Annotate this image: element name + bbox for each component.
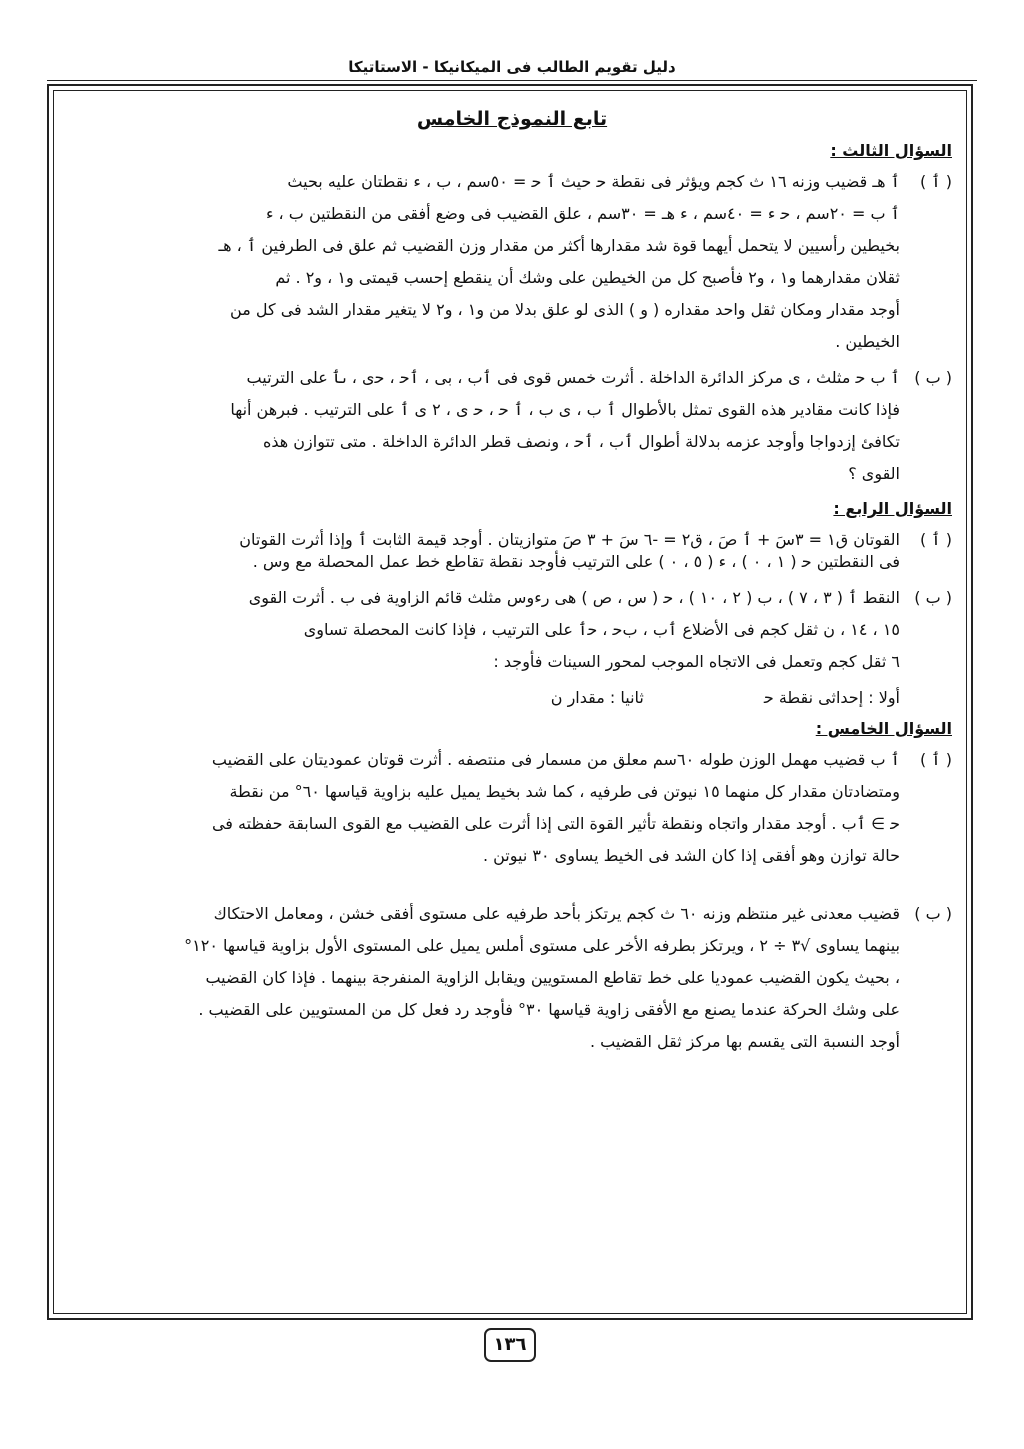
q4-part-a	[72, 524, 952, 578]
q5-a-line: ﺣ ∋ ٲب . أوجد مقدار واتجاه ونقطة تأثير القوة التى إذا أثرت على القضيب مع القوى السابقة حفظته فى	[211, 814, 900, 833]
q5-b-line: على وشك الحركة عندما يصنع مع الأفقى زاوية قياسها ٣٠° فأوجد رد فعل كل من المستويين على القضيب .	[198, 1000, 900, 1019]
q3-part-a	[72, 166, 952, 358]
q3-a-text	[72, 166, 900, 358]
q4-b-line: ١٥ ، ١٤ ، ن ثقل كجم فى الأضلاع ٲب ، بﺣ ، ﺣٲ على الترتيب ، فإذا كانت المحصلة تساوى	[303, 620, 900, 639]
q3-a-line: بخيطين رأسيين لا يتحمل أيهما قوة شد مقدارها أكثر من مقدار وزن القضيب ثم علق فى الطرفين ٲ ، هـ	[218, 236, 900, 255]
page-title: تابع النموذج الخامس	[416, 108, 608, 130]
q4-b-label: ( ب )	[914, 588, 952, 607]
q3-a-line: ٲ ب = ٢٠سم ، ﺣ ء = ٤٠سم ، ء هـ = ٣٠سم ، علق القضيب فى وضع أفقى من النقطتين ب ، ء	[265, 204, 900, 223]
q5-part-a	[72, 744, 952, 872]
q4-b-text	[72, 582, 900, 678]
spacer	[72, 876, 952, 898]
q3-b-text	[72, 362, 900, 490]
q3-a-line: أوجد مقدار ومكان ثقل واحد مقداره ( و ) الذى لو علق بدلا من و١ ، و٢ لا يتغير مقدار الشد فى كل من	[230, 300, 900, 319]
q3-b-line: تكافئ إزدواجا وأوجد عزمه بدلالة أطوال ٲب ، ٲﺣ ، ونصف قطر الدائرة الداخلة . متى تتوازن هذه	[262, 432, 900, 451]
header-rule	[47, 80, 977, 81]
q5-b-line: قضيب معدنى غير منتظم وزنه ٦٠ ث كجم يرتكز بأحد طرفيه على مستوى أفقى خشن ، ومعامل الاحتكاك	[213, 904, 900, 923]
q4-b-line: ٦ ثقل كجم وتعمل فى الاتجاه الموجب لمحور السينات فأوجد :	[493, 652, 900, 671]
q3-a-line: الخيطين .	[835, 332, 900, 351]
q5-b-text	[72, 898, 900, 1058]
q5-a-line: حالة توازن وهو أفقى إذا كان الشد فى الخيط يساوى ٣٠ نيوتن .	[482, 846, 900, 865]
q3-b-label: ( ب )	[914, 368, 952, 387]
q4-a-line: فى النقطتين ﺣ ( ١ ، ٠ ) ، ء ( ٥ ، ٠ ) على الترتيب فأوجد نقطة تقاطع خط عمل المحصلة مع وس .	[252, 552, 900, 571]
q3-a-line: ثقلان مقدارهما و١ ، و٢ فأصبح كل من الخيطين على وشك أن ينقطع إحسب قيمتى و١ ، و٢ . ثم	[275, 268, 900, 287]
q5-b-label: ( ب )	[914, 904, 952, 923]
q4-heading: السؤال الرابع :	[833, 499, 952, 518]
q4-answer-1: أولا : إحداثى نقطة ﺣ	[763, 688, 900, 707]
page-content	[72, 100, 952, 1310]
q4-a-line: القوتان ق١ = ٣سَ + ٲ صَ ، ق٢ = -٦ سَ + ٣ صَ متوازيتان . أوجد قيمة الثابت ٲ وإذا أثرت القوتان	[239, 530, 900, 549]
q3-b-line: ٲ ب ﺣ مثلث ، ى مركز الدائرة الداخلة . أثرت خمس قوى فى ٲب ، بى ، ٲﺣ ، ﺣى ، ىٲ على الترتيب	[246, 368, 900, 387]
q5-a-line: ٲ ب قضيب مهمل الوزن طوله ٦٠سم معلق من مسمار فى منتصفه . أثرت قوتان عموديتان على القضيب	[211, 750, 900, 769]
q5-heading: السؤال الخامس :	[815, 719, 952, 738]
q5-a-label: ( ٲ )	[919, 750, 952, 769]
q5-part-b	[72, 898, 952, 1058]
q4-part-b	[72, 582, 952, 678]
q5-b-line: بينهما يساوى √٣ ÷ ٢ ، ويرتكز بطرفه الأخر على مستوى أملس يميل على المستوى الأول بزاوية قياسها ١٢٠°	[184, 936, 900, 955]
q4-answer-items	[72, 682, 952, 714]
q4-a-label: ( ٲ )	[919, 530, 952, 549]
q3-part-b	[72, 362, 952, 490]
q3-b-line: فإذا كانت مقادير هذه القوى تمثل بالأطوال ٲ ب ، ى ب ، ٲ ﺣ ، ﺣ ى ، ٢ ى ٲ على الترتيب . فبرهن أنها	[230, 400, 900, 419]
q5-a-text	[72, 744, 900, 872]
q4-answer-2: ثانيا : مقدار ن	[550, 688, 644, 707]
q5-b-line: ، بحيث يكون القضيب عموديا على خط تقاطع المستويين ويقابل الزاوية المنفرجة بينهما . فإذا كان القضيب	[205, 968, 900, 987]
page-number: ١٣٦	[484, 1328, 536, 1362]
q3-a-line: ٲ هـ قضيب وزنه ١٦ ث كجم ويؤثر فى نقطة ﺣ حيث ٲ ﺣ = ٥٠سم ، ب ، ء نقطتان عليه بحيث	[287, 172, 900, 191]
q3-heading: السؤال الثالث :	[830, 141, 952, 160]
q5-a-line: ومتضادتان مقدار كل منهما ١٥ نيوتن فى طرفيه ، كما شد بخيط يميل عليه بزاوية قياسها ٦٠° من نقطة	[229, 782, 900, 801]
q4-b-line: النقط ٲ ( ٣ ، ٧ ) ، ب ( ٢ ، ١٠ ) ، ﺣ ( س ، ص ) هى رءوس مثلث قائم الزاوية فى ب . أثرت القوى	[248, 588, 900, 607]
q4-a-text	[72, 524, 900, 578]
q3-b-line: القوى ؟	[848, 464, 900, 483]
q3-a-label: ( ٲ )	[919, 172, 952, 191]
q5-b-line: أوجد النسبة التى يقسم بها مركز ثقل القضيب .	[589, 1032, 900, 1051]
running-header: دليل تقويم الطالب فى الميكانيكا - الاستاتيكا	[348, 58, 676, 76]
